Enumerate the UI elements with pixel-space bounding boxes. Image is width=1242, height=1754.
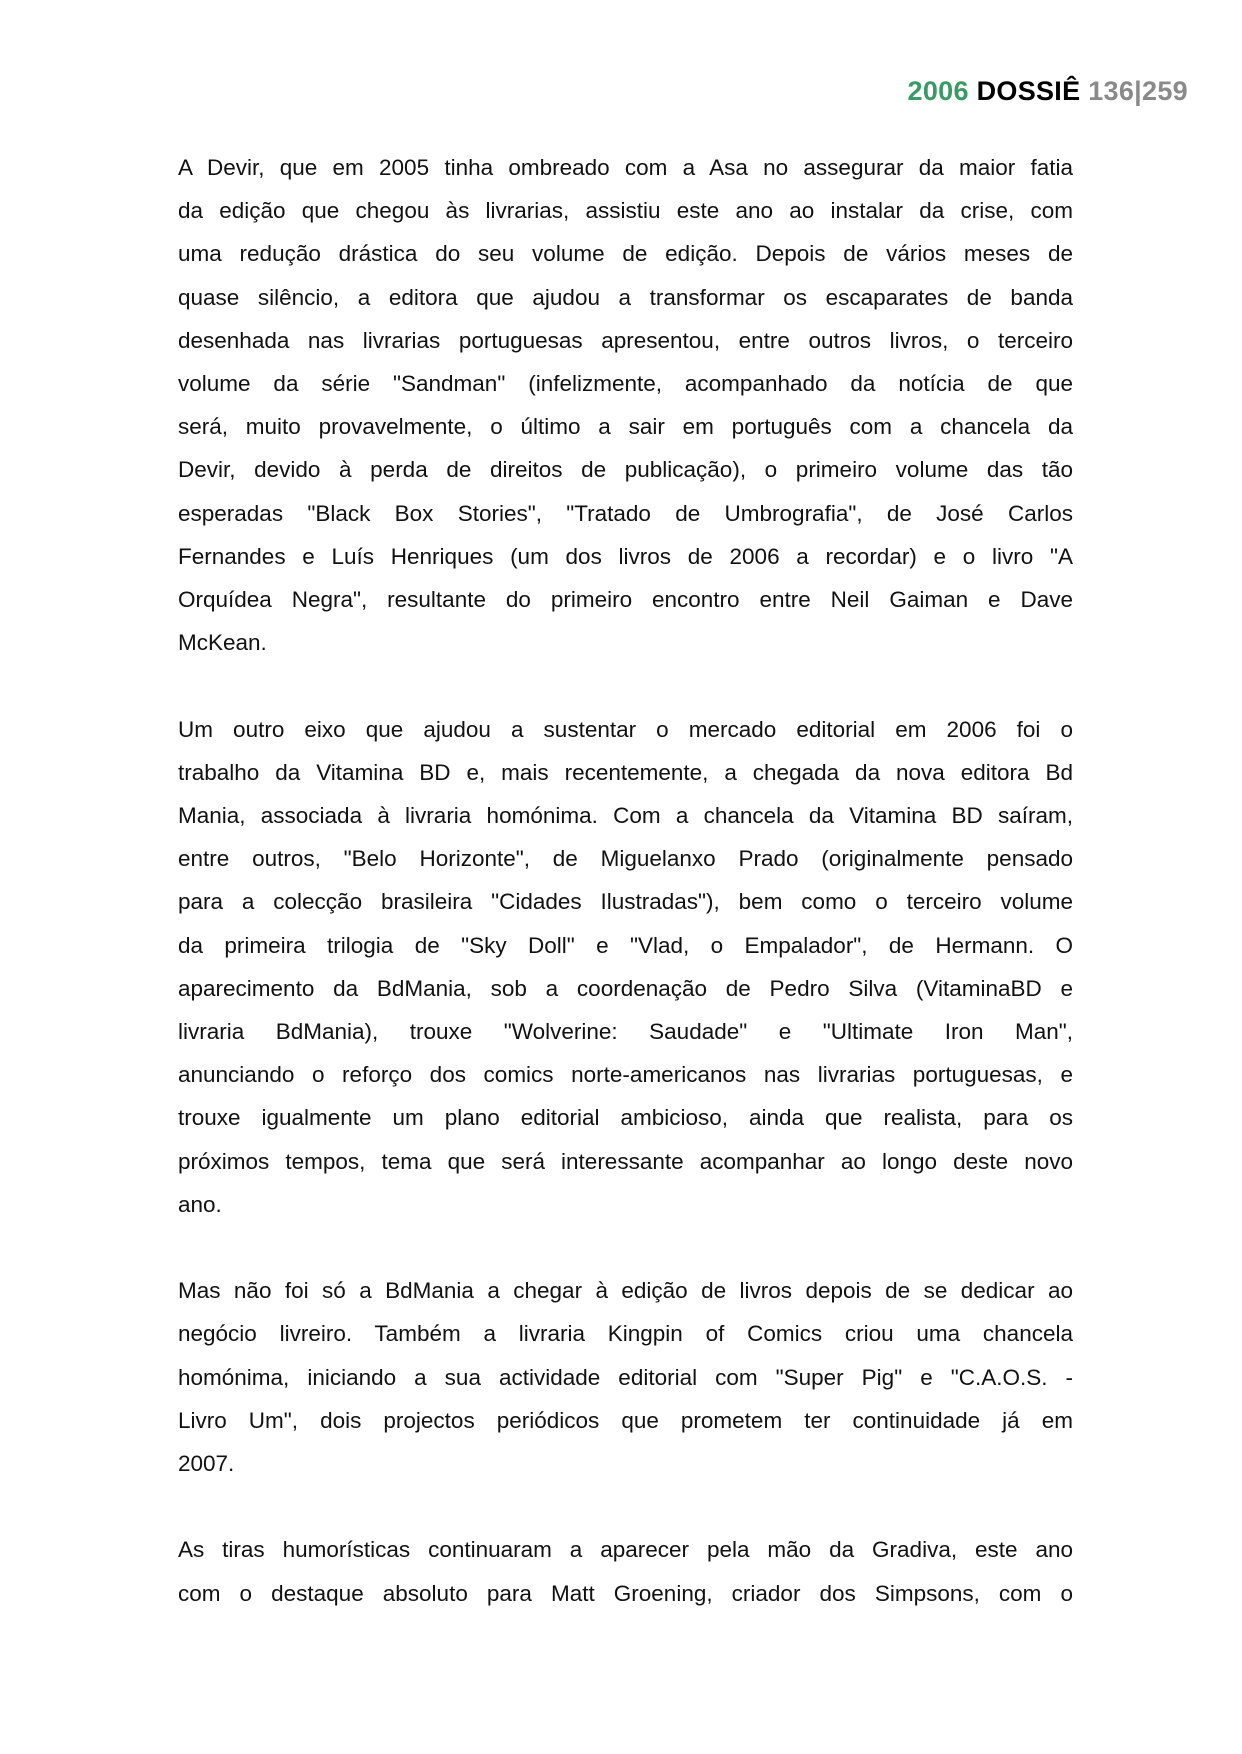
document-body: [178, 146, 1073, 1658]
text-line: volume da série "Sandman" (infelizmente, acompanhado da notícia de que: [178, 371, 1073, 397]
text-line: Devir, devido à perda de direitos de publicação), o primeiro volume das tão: [178, 457, 1073, 483]
paragraph: [178, 708, 1073, 1226]
text-line: aparecimento da BdMania, sob a coordenação de Pedro Silva (VitaminaBD e: [178, 975, 1073, 1001]
text-line: uma redução drástica do seu volume de edição. Depois de vários meses de: [178, 241, 1073, 267]
text-line: trouxe igualmente um plano editorial ambicioso, ainda que realista, para os: [178, 1105, 1073, 1131]
text-line: homónima, iniciando a sua actividade editorial com "Super Pig" e "C.A.O.S. -: [178, 1364, 1073, 1390]
text-line: Fernandes e Luís Henriques (um dos livros de 2006 a recordar) e o livro "A: [178, 543, 1073, 569]
text-line: entre outros, "Belo Horizonte", de Miguelanxo Prado (originalmente pensado: [178, 846, 1073, 872]
text-line: será, muito provavelmente, o último a sair em português com a chancela da: [178, 414, 1073, 440]
page-header: [908, 76, 1188, 107]
text-line: Um outro eixo que ajudou a sustentar o mercado editorial em 2006 foi o: [178, 716, 1073, 742]
text-line: com o destaque absoluto para Matt Groening, criador dos Simpsons, com o: [178, 1580, 1073, 1606]
text-line: para a colecção brasileira "Cidades Ilustradas"), bem como o terceiro volume: [178, 889, 1073, 915]
text-line: As tiras humorísticas continuaram a aparecer pela mão da Gradiva, este ano: [178, 1537, 1073, 1563]
page-number: 136|259: [1088, 76, 1188, 106]
text-line: da edição que chegou às livrarias, assistiu este ano ao instalar da crise, com: [178, 198, 1073, 224]
text-line: A Devir, que em 2005 tinha ombreado com a Asa no assegurar da maior fatia: [178, 155, 1073, 180]
text-line: quase silêncio, a editora que ajudou a transformar os escaparates de banda: [178, 284, 1073, 310]
text-line: Livro Um", dois projectos periódicos que prometem ter continuidade já em: [178, 1407, 1073, 1433]
text-line: próximos tempos, tema que será interessante acompanhar ao longo deste novo: [178, 1148, 1073, 1174]
text-line: trabalho da Vitamina BD e, mais recentemente, a chegada da nova editora Bd: [178, 759, 1073, 785]
text-line: anunciando o reforço dos comics norte-americanos nas livrarias portuguesas, e: [178, 1062, 1073, 1088]
text-line: desenhada nas livrarias portuguesas apresentou, entre outros livros, o terceiro: [178, 327, 1073, 353]
paragraph: [178, 1528, 1073, 1614]
text-line: negócio livreiro. Também a livraria Kingpin of Comics criou uma chancela: [178, 1321, 1073, 1347]
text-line: Orquídea Negra", resultante do primeiro encontro entre Neil Gaiman e Dave: [178, 587, 1073, 613]
text-line: ano.: [178, 1191, 222, 1217]
text-line: Mas não foi só a BdMania a chegar à edição de livros depois de se dedicar ao: [178, 1278, 1073, 1304]
paragraph: [178, 1269, 1073, 1485]
text-line: da primeira trilogia de "Sky Doll" e "Vlad, o Empalador", de Hermann. O: [178, 932, 1073, 958]
text-line: livraria BdMania), trouxe "Wolverine: Saudade" e "Ultimate Iron Man",: [178, 1019, 1073, 1045]
text-line: McKean.: [178, 630, 267, 656]
text-line: esperadas "Black Box Stories", "Tratado de Umbrografia", de José Carlos: [178, 500, 1073, 526]
text-line: 2007.: [178, 1451, 235, 1477]
header-title: DOSSIÊ: [976, 76, 1081, 106]
text-line: Mania, associada à livraria homónima. Com a chancela da Vitamina BD saíram,: [178, 803, 1073, 829]
paragraph: [178, 146, 1073, 664]
header-year: 2006: [907, 76, 969, 106]
